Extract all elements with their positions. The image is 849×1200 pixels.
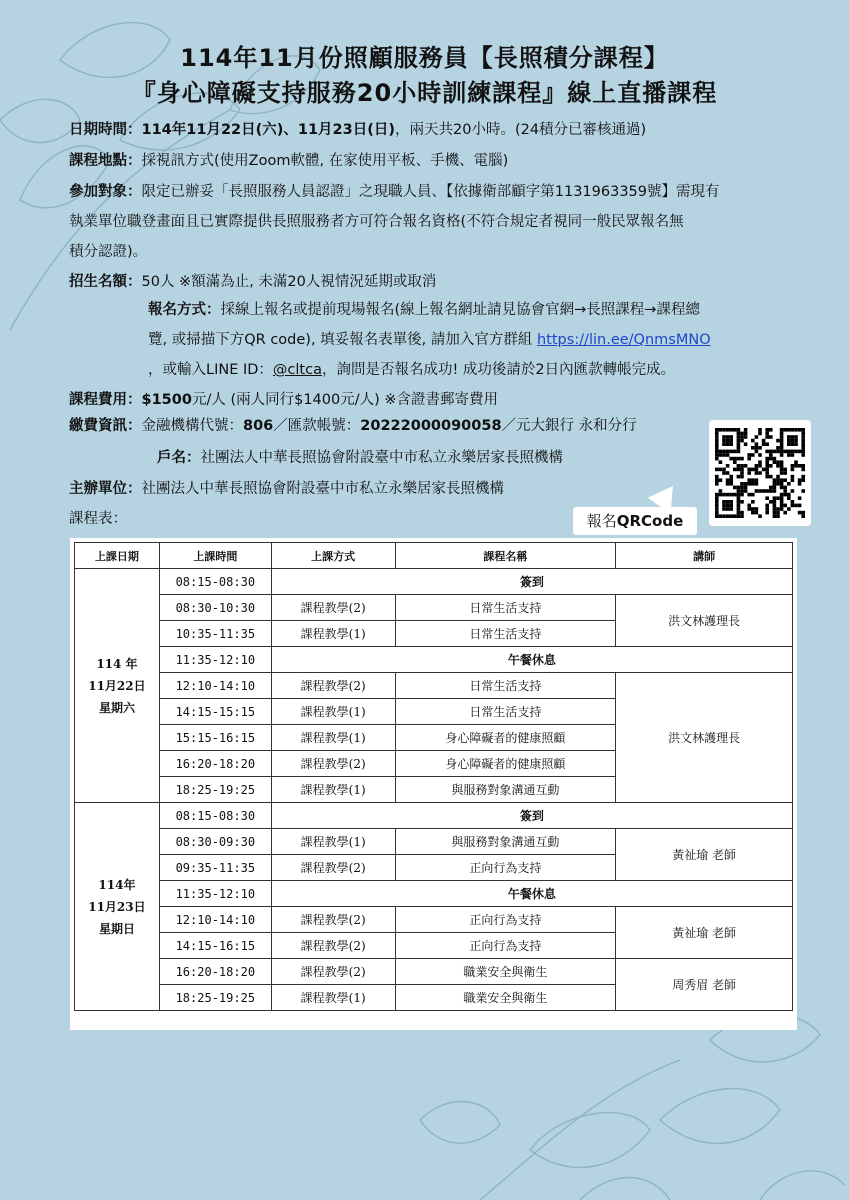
course-cell: 日常生活支持 — [395, 621, 616, 647]
target-text-1: 限定已辦妥「長照服務人員認證」之現職人員、【依據衛部顧字第1131963359號】需現有 — [141, 184, 720, 200]
method-cell: 課程教學(2) — [271, 959, 395, 985]
day1-weekday: 星期六 — [98, 700, 135, 715]
table-row — [75, 907, 793, 933]
course-cell: 身心障礙者的健康照顧 — [395, 751, 616, 777]
course-cell: 身心障礙者的健康照顧 — [395, 725, 616, 751]
time-cell: 16:20-18:20 — [159, 751, 271, 777]
qr-code[interactable] — [709, 420, 811, 526]
date-suffix: ，兩天共20小時。(24積分已審核通過) — [395, 122, 647, 138]
target-line-1 — [69, 180, 720, 201]
organizer-value: 社團法人中華長照協會附設臺中市私立永樂居家長照機構 — [141, 481, 504, 497]
schedule-label: 課程表： — [69, 511, 127, 527]
fee-value: $1500 — [141, 392, 192, 408]
time-cell: 08:15-08:30 — [159, 803, 271, 829]
account-name-line — [157, 446, 563, 467]
header-time: 上課時間 — [159, 543, 271, 569]
day2-year: 114年 — [98, 877, 136, 892]
bank-code: 806 — [243, 418, 274, 434]
enroll-value: 50人 ※額滿為止, 未滿20人視情況延期或取消 — [141, 274, 437, 290]
line-id-prefix: ，或輸入LINE ID： — [148, 362, 273, 378]
course-cell: 職業安全與衛生 — [395, 985, 616, 1011]
time-cell: 18:25-19:25 — [159, 777, 271, 803]
method-cell: 課程教學(2) — [271, 673, 395, 699]
time-cell: 08:30-09:30 — [159, 829, 271, 855]
time-cell: 08:15-08:30 — [159, 569, 271, 595]
course-cell: 與服務對象溝通互動 — [395, 829, 616, 855]
qr-label-main: QRCode — [616, 512, 684, 530]
course-cell: 午餐休息 — [271, 647, 792, 673]
account-name: 社團法人中華長照協會附設臺中市私立永樂居家長照機構 — [200, 450, 563, 466]
course-cell: 日常生活支持 — [395, 699, 616, 725]
target-label: 參加對象： — [69, 184, 142, 200]
page-title-line1: 114年11月份照顧服務員【長照積分課程】 — [180, 44, 669, 72]
qr-label — [573, 507, 697, 535]
method-cell: 課程教學(1) — [271, 985, 395, 1011]
payment-bank: ／元大銀行 永和分行 — [501, 418, 637, 434]
enroll-line — [69, 270, 436, 291]
date-label: 日期時間： — [69, 122, 142, 138]
course-cell: 正向行為支持 — [395, 855, 616, 881]
time-cell: 12:10-14:10 — [159, 673, 271, 699]
course-cell: 簽到 — [271, 569, 792, 595]
method-cell: 課程教學(2) — [271, 595, 395, 621]
time-cell: 14:15-15:15 — [159, 699, 271, 725]
organizer-label: 主辦單位： — [69, 481, 142, 497]
course-cell: 與服務對象溝通互動 — [395, 777, 616, 803]
signup-line-3 — [148, 358, 675, 379]
method-cell: 課程教學(2) — [271, 907, 395, 933]
signup-text-2: 覽, 或掃描下方QR code), 填妥報名表單後, 請加入官方群組 — [148, 332, 533, 348]
table-row — [75, 829, 793, 855]
date-line — [69, 118, 646, 139]
method-cell: 課程教學(2) — [271, 751, 395, 777]
day1-date-cell — [75, 569, 160, 803]
table-row — [75, 673, 793, 699]
time-cell: 18:25-19:25 — [159, 985, 271, 1011]
method-cell: 課程教學(2) — [271, 855, 395, 881]
table-row — [75, 803, 793, 829]
organizer-line — [69, 477, 504, 498]
time-cell: 10:35-11:35 — [159, 621, 271, 647]
teacher-cell: 黃祉瑜 老師 — [616, 907, 793, 959]
course-cell: 日常生活支持 — [395, 673, 616, 699]
time-cell: 08:30-10:30 — [159, 595, 271, 621]
time-cell: 15:15-16:15 — [159, 725, 271, 751]
time-cell: 09:35-11:35 — [159, 855, 271, 881]
table-row — [75, 595, 793, 621]
location-line — [69, 149, 508, 170]
teacher-cell: 洪文林護理長 — [616, 673, 793, 803]
signup-text-1: 採線上報名或提前現場報名(線上報名網址請見協會官網→長照課程→課程總 — [220, 302, 700, 318]
time-cell: 11:35-12:10 — [159, 647, 271, 673]
fee-suffix: 元/人 (兩人同行$1400元/人) ※含證書郵寄費用 — [191, 392, 499, 408]
course-cell: 正向行為支持 — [395, 907, 616, 933]
method-cell: 課程教學(1) — [271, 621, 395, 647]
qr-label-pre: 報名 — [586, 512, 617, 530]
time-cell: 12:10-14:10 — [159, 907, 271, 933]
time-cell: 14:15-16:15 — [159, 933, 271, 959]
teacher-cell: 周秀眉 老師 — [616, 959, 793, 1011]
method-cell: 課程教學(1) — [271, 725, 395, 751]
method-cell: 課程教學(1) — [271, 829, 395, 855]
payment-mid: ／匯款帳號： — [273, 418, 361, 434]
time-cell: 11:35-12:10 — [159, 881, 271, 907]
table-row — [75, 569, 793, 595]
day2-weekday: 星期日 — [98, 921, 135, 936]
header-method: 上課方式 — [271, 543, 395, 569]
line-group-link[interactable]: https://lin.ee/QnmsMNO — [537, 332, 711, 348]
enroll-label: 招生名額： — [69, 274, 142, 290]
date-value: 114年11月22日(六)、11月23日(日) — [141, 122, 395, 138]
teacher-cell: 洪文林護理長 — [616, 595, 793, 647]
schedule-table — [74, 542, 793, 1011]
payment-prefix: 金融機構代號： — [141, 418, 243, 434]
course-cell: 午餐休息 — [271, 881, 792, 907]
fee-label: 課程費用： — [69, 392, 142, 408]
line-id-link[interactable]: @cltca — [272, 362, 322, 378]
table-header-row — [75, 543, 793, 569]
method-cell: 課程教學(2) — [271, 933, 395, 959]
page-title-line2: 『身心障礙支持服務20小時訓練課程』線上直播課程 — [131, 79, 718, 107]
signup-label: 報名方式： — [148, 302, 221, 318]
schedule-table-container — [70, 538, 797, 1030]
payment-label: 繳費資訊： — [69, 418, 142, 434]
location-value: 採視訊方式(使用Zoom軟體, 在家使用平板、手機、電腦) — [141, 153, 509, 169]
day2-date: 11月23日 — [88, 899, 146, 914]
signup-text-3: ，詢問是否報名成功! 成功後請於2日內匯款轉帳完成。 — [321, 362, 676, 378]
course-cell: 簽到 — [271, 803, 792, 829]
header-date: 上課日期 — [75, 543, 160, 569]
target-line-3: 積分認證)。 — [69, 244, 148, 260]
header-course: 課程名稱 — [395, 543, 616, 569]
table-row — [75, 959, 793, 985]
location-label: 課程地點： — [69, 153, 142, 169]
day1-year: 114 年 — [96, 656, 138, 671]
floral-decoration-bottom-right-icon — [380, 1000, 849, 1200]
table-row — [75, 647, 793, 673]
fee-line — [69, 388, 498, 409]
payment-line — [69, 414, 637, 435]
account-number: 20222000090058 — [360, 418, 502, 434]
day2-date-cell — [75, 803, 160, 1011]
time-cell: 16:20-18:20 — [159, 959, 271, 985]
account-name-label: 戶名： — [157, 450, 201, 466]
target-line-2: 執業單位職登畫面且已實際提供長照服務者方可符合報名資格(不符合規定者視同一般民眾報名無 — [69, 214, 684, 230]
table-row — [75, 881, 793, 907]
signup-line-1 — [148, 298, 700, 319]
course-cell: 日常生活支持 — [395, 595, 616, 621]
course-cell: 職業安全與衛生 — [395, 959, 616, 985]
qr-code-icon — [709, 420, 811, 526]
method-cell: 課程教學(1) — [271, 777, 395, 803]
signup-line-2 — [148, 328, 711, 349]
day1-date: 11月22日 — [88, 678, 146, 693]
teacher-cell: 黃祉瑜 老師 — [616, 829, 793, 881]
header-teacher: 講師 — [616, 543, 793, 569]
course-cell: 正向行為支持 — [395, 933, 616, 959]
method-cell: 課程教學(1) — [271, 699, 395, 725]
